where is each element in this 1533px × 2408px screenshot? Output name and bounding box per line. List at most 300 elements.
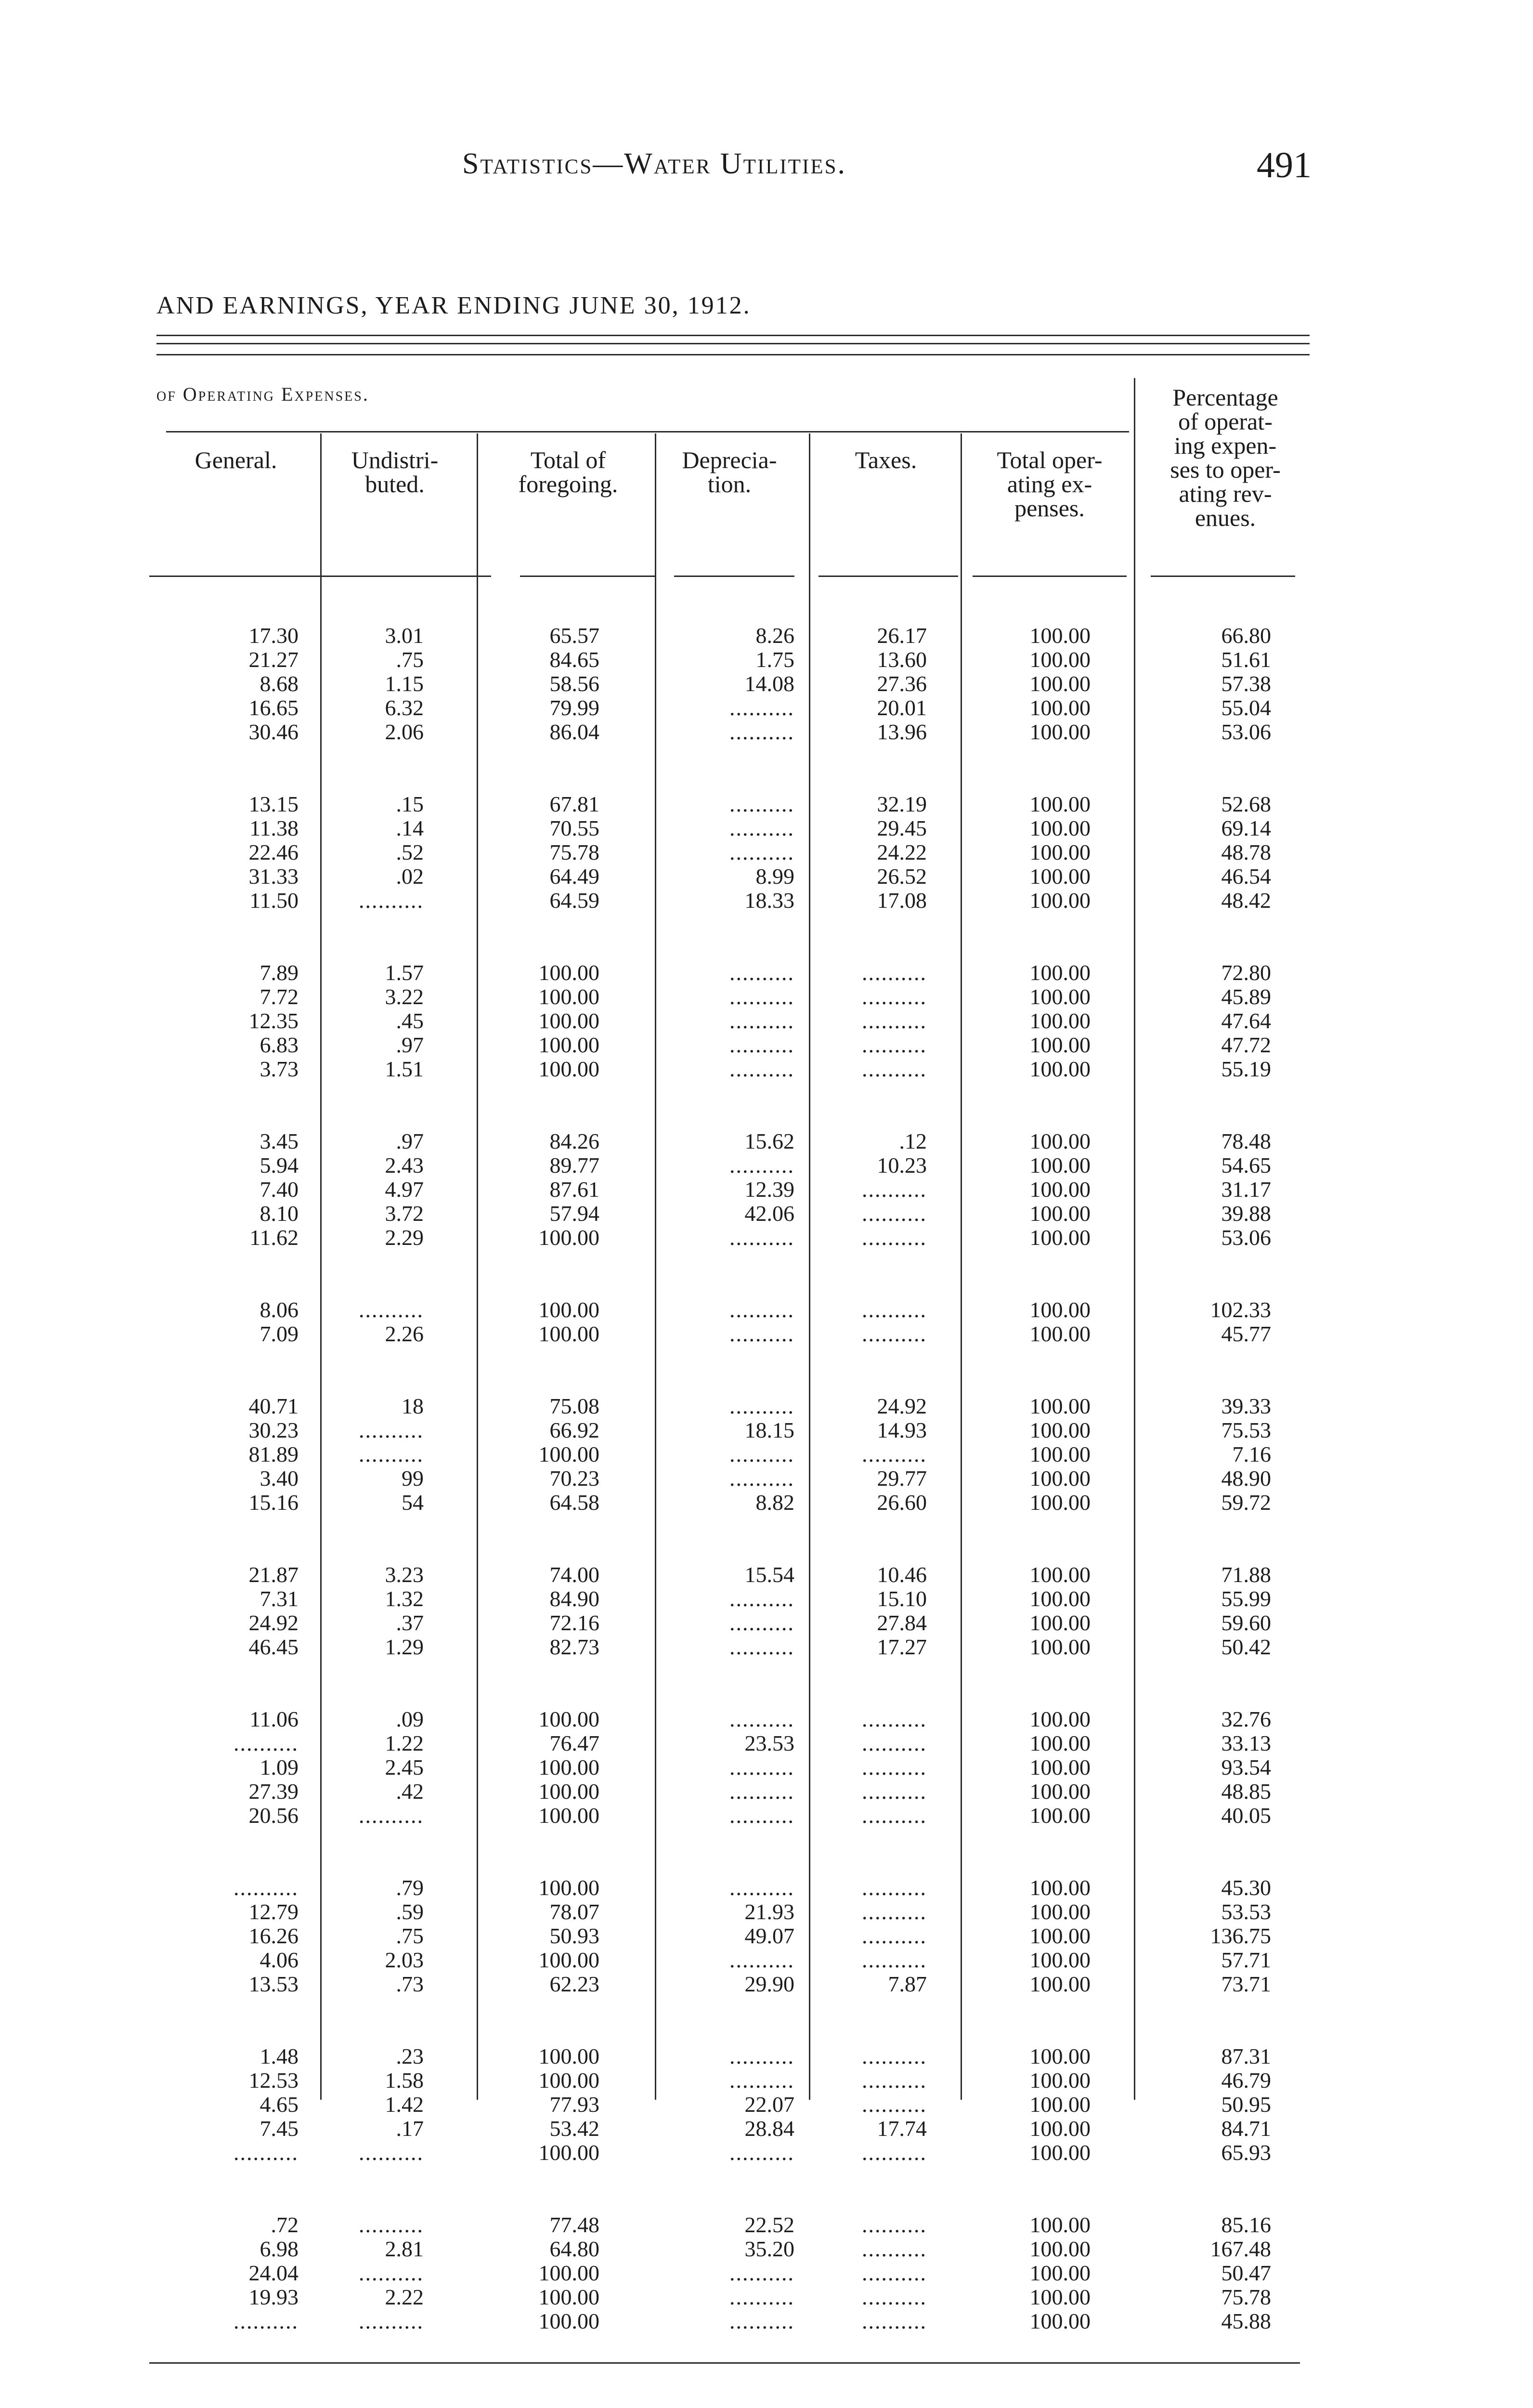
table-cell-total_foregoing: 67.81 xyxy=(549,792,599,816)
table-cell-percentage: 72.80 xyxy=(1221,960,1271,985)
table-cell-general: 6.98 xyxy=(260,2237,299,2261)
header-rule xyxy=(973,576,1127,577)
table-cell-percentage: 59.72 xyxy=(1221,1490,1271,1515)
table-cell-undistributed: 3.01 xyxy=(385,623,424,648)
table-cell-percentage: 66.80 xyxy=(1221,623,1271,648)
table-cell-total_operating: 100.00 xyxy=(1029,1442,1091,1466)
table-cell-total_operating: 100.00 xyxy=(1029,1972,1091,1996)
table-cell-percentage: 52.68 xyxy=(1221,792,1271,816)
table-cell-taxes: .......... xyxy=(862,2309,927,2333)
table-cell-total_operating: 100.00 xyxy=(1029,647,1091,672)
table-cell-percentage: 45.89 xyxy=(1221,984,1271,1009)
table-cell-depreciation: .......... xyxy=(729,720,794,744)
table-cell-total_operating: 100.00 xyxy=(1029,1177,1091,1202)
table-cell-total_operating: 100.00 xyxy=(1029,695,1091,720)
table-cell-total_foregoing: 75.08 xyxy=(549,1394,599,1418)
table-cell-undistributed: .59 xyxy=(396,1899,424,1924)
table-cell-depreciation: .......... xyxy=(729,1394,794,1418)
table-cell-depreciation: 18.15 xyxy=(744,1418,794,1442)
table-cell-percentage: 45.88 xyxy=(1221,2309,1271,2333)
table-cell-general: 6.83 xyxy=(260,1033,299,1057)
table-cell-depreciation: .......... xyxy=(729,2309,794,2333)
table-cell-total_foregoing: 100.00 xyxy=(538,1875,599,1900)
table-cell-depreciation: .......... xyxy=(729,1008,794,1033)
table-cell-total_foregoing: 76.47 xyxy=(549,1731,599,1755)
table-cell-taxes: .......... xyxy=(862,1322,927,1346)
table-cell-total_foregoing: 100.00 xyxy=(538,2285,599,2309)
table-cell-percentage: 40.05 xyxy=(1221,1803,1271,1828)
table-cell-total_foregoing: 66.92 xyxy=(549,1418,599,1442)
table-cell-undistributed: 2.26 xyxy=(385,1322,424,1346)
table-cell-depreciation: .......... xyxy=(729,2044,794,2068)
table-cell-depreciation: .......... xyxy=(729,1610,794,1635)
bottom-rule xyxy=(149,2362,1300,2364)
table-cell-percentage: 47.64 xyxy=(1221,1008,1271,1033)
table-cell-general: 7.45 xyxy=(260,2116,299,2141)
table-cell-taxes: .12 xyxy=(899,1129,927,1153)
table-cell-total_foregoing: 100.00 xyxy=(538,1297,599,1322)
table-cell-depreciation: .......... xyxy=(729,2261,794,2285)
table-cell-undistributed: .73 xyxy=(396,1972,424,1996)
table-cell-general: 11.38 xyxy=(249,816,299,840)
table-cell-percentage: 57.71 xyxy=(1221,1948,1271,1972)
column-header-total_operating: Total oper- ating ex- penses. xyxy=(997,446,1103,522)
table-cell-taxes: 17.74 xyxy=(877,2116,927,2141)
table-cell-total_operating: 100.00 xyxy=(1029,1562,1091,1587)
table-cell-total_operating: 100.00 xyxy=(1029,2092,1091,2117)
table-cell-percentage: 53.06 xyxy=(1221,1225,1271,1250)
table-cell-total_foregoing: 84.65 xyxy=(549,647,599,672)
table-cell-total_operating: 100.00 xyxy=(1029,1153,1091,1178)
table-cell-total_operating: 100.00 xyxy=(1029,1225,1091,1250)
table-cell-taxes: .......... xyxy=(862,960,927,985)
table-cell-taxes: .......... xyxy=(862,1033,927,1057)
table-cell-total_operating: 100.00 xyxy=(1029,1924,1091,1948)
table-cell-undistributed: .......... xyxy=(359,2212,424,2237)
table-cell-total_operating: 100.00 xyxy=(1029,792,1091,816)
table-cell-percentage: 46.54 xyxy=(1221,864,1271,889)
table-cell-depreciation: 49.07 xyxy=(744,1924,794,1948)
table-cell-taxes: 27.36 xyxy=(877,671,927,696)
table-cell-taxes: 27.84 xyxy=(877,1610,927,1635)
table-cell-taxes: .......... xyxy=(862,2285,927,2309)
table-cell-undistributed: .79 xyxy=(396,1875,424,1900)
table-cell-taxes: 26.52 xyxy=(877,864,927,889)
table-cell-depreciation: 14.08 xyxy=(744,671,794,696)
table-cell-percentage: 39.88 xyxy=(1221,1201,1271,1226)
table-cell-total_operating: 100.00 xyxy=(1029,1803,1091,1828)
header-rule xyxy=(520,576,655,577)
table-cell-general: 4.65 xyxy=(260,2092,299,2117)
table-cell-percentage: 46.79 xyxy=(1221,2068,1271,2093)
table-cell-depreciation: 22.07 xyxy=(744,2092,794,2117)
table-cell-total_operating: 100.00 xyxy=(1029,1610,1091,1635)
table-cell-total_operating: 100.00 xyxy=(1029,2116,1091,2141)
table-cell-depreciation: 8.82 xyxy=(755,1490,794,1515)
table-cell-total_foregoing: 100.00 xyxy=(538,1779,599,1804)
header-rule xyxy=(1151,576,1295,577)
table-cell-total_operating: 100.00 xyxy=(1029,816,1091,840)
table-cell-undistributed: 2.03 xyxy=(385,1948,424,1972)
table-cell-taxes: .......... xyxy=(862,1899,927,1924)
table-cell-total_foregoing: 100.00 xyxy=(538,2309,599,2333)
table-cell-percentage: 45.77 xyxy=(1221,1322,1271,1346)
table-cell-taxes: .......... xyxy=(862,1779,927,1804)
table-cell-percentage: 57.38 xyxy=(1221,671,1271,696)
table-cell-total_operating: 100.00 xyxy=(1029,1033,1091,1057)
table-cell-taxes: 17.27 xyxy=(877,1635,927,1659)
table-cell-depreciation: .......... xyxy=(729,2285,794,2309)
table-cell-percentage: 136.75 xyxy=(1210,1924,1271,1948)
table-cell-general: 12.79 xyxy=(248,1899,299,1924)
table-cell-total_foregoing: 78.07 xyxy=(549,1899,599,1924)
table-cell-percentage: 85.16 xyxy=(1221,2212,1271,2237)
table-cell-undistributed: .15 xyxy=(396,792,424,816)
table-cell-percentage: 54.65 xyxy=(1221,1153,1271,1178)
table-cell-undistributed: 2.45 xyxy=(385,1755,424,1780)
table-cell-percentage: 69.14 xyxy=(1221,816,1271,840)
table-cell-total_foregoing: 64.58 xyxy=(549,1490,599,1515)
table-cell-undistributed: 1.29 xyxy=(385,1635,424,1659)
table-cell-depreciation: .......... xyxy=(729,1635,794,1659)
table-cell-undistributed: 18 xyxy=(402,1394,424,1418)
table-cell-depreciation: 12.39 xyxy=(744,1177,794,1202)
table-cell-taxes: 29.45 xyxy=(877,816,927,840)
header-rule xyxy=(818,576,958,577)
table-cell-taxes: .......... xyxy=(862,1803,927,1828)
table-cell-general: 21.87 xyxy=(248,1562,299,1587)
table-cell-taxes: .......... xyxy=(862,2068,927,2093)
table-cell-undistributed: 1.15 xyxy=(385,671,424,696)
table-cell-general: 7.72 xyxy=(260,984,299,1009)
page-number: 491 xyxy=(1257,145,1312,185)
table-cell-total_foregoing: 100.00 xyxy=(538,1707,599,1731)
table-cell-percentage: 48.42 xyxy=(1221,888,1271,913)
table-cell-general: .......... xyxy=(234,1875,299,1900)
table-cell-total_foregoing: 84.90 xyxy=(549,1586,599,1611)
table-cell-percentage: 75.78 xyxy=(1221,2285,1271,2309)
table-cell-undistributed: 1.32 xyxy=(385,1586,424,1611)
running-title: Statistics—Water Utilities. xyxy=(462,147,847,180)
table-cell-total_foregoing: 62.23 xyxy=(549,1972,599,1996)
table-cell-undistributed: .02 xyxy=(396,864,424,889)
group-heading: of Operating Expenses. xyxy=(156,383,369,405)
table-cell-depreciation: .......... xyxy=(729,1586,794,1611)
table-cell-total_foregoing: 100.00 xyxy=(538,960,599,985)
table-cell-percentage: 45.30 xyxy=(1221,1875,1271,1900)
table-cell-total_operating: 100.00 xyxy=(1029,1322,1091,1346)
table-cell-total_operating: 100.00 xyxy=(1029,1201,1091,1226)
table-cell-total_operating: 100.00 xyxy=(1029,1899,1091,1924)
table-cell-undistributed: .......... xyxy=(359,1442,424,1466)
table-cell-taxes: .......... xyxy=(862,1875,927,1900)
table-cell-depreciation: .......... xyxy=(729,1153,794,1178)
table-cell-taxes: 10.23 xyxy=(877,1153,927,1178)
table-cell-general: 7.31 xyxy=(260,1586,299,1611)
table-cell-percentage: 31.17 xyxy=(1221,1177,1271,1202)
table-cell-total_foregoing: 100.00 xyxy=(538,1057,599,1081)
column-header-undistributed: Undistri- buted. xyxy=(351,446,439,497)
table-cell-total_foregoing: 87.61 xyxy=(549,1177,599,1202)
table-cell-percentage: 53.53 xyxy=(1221,1899,1271,1924)
table-cell-depreciation: .......... xyxy=(729,816,794,840)
table-cell-general: 7.40 xyxy=(260,1177,299,1202)
table-cell-percentage: 48.78 xyxy=(1221,840,1271,864)
table-cell-taxes: 14.93 xyxy=(877,1418,927,1442)
table-cell-depreciation: 15.54 xyxy=(744,1562,794,1587)
table-cell-general: 30.23 xyxy=(248,1418,299,1442)
table-cell-general: 12.35 xyxy=(248,1008,299,1033)
table-cell-taxes: 13.96 xyxy=(877,720,927,744)
table-cell-undistributed: .42 xyxy=(396,1779,424,1804)
table-cell-general: .72 xyxy=(271,2212,299,2237)
table-cell-depreciation: .......... xyxy=(729,984,794,1009)
table-cell-depreciation: .......... xyxy=(729,1297,794,1322)
table-cell-general: 19.93 xyxy=(248,2285,299,2309)
table-cell-undistributed: 2.29 xyxy=(385,1225,424,1250)
table-cell-undistributed: .37 xyxy=(396,1610,424,1635)
table-cell-general: .......... xyxy=(234,1731,299,1755)
table-cell-percentage: 75.53 xyxy=(1221,1418,1271,1442)
table-cell-percentage: 55.04 xyxy=(1221,695,1271,720)
table-cell-total_foregoing: 89.77 xyxy=(549,1153,599,1178)
table-cell-undistributed: 2.22 xyxy=(385,2285,424,2309)
table-cell-depreciation: .......... xyxy=(729,1225,794,1250)
table-cell-percentage: 55.19 xyxy=(1221,1057,1271,1081)
table-cell-total_foregoing: 100.00 xyxy=(538,2140,599,2165)
table-cell-taxes: 17.08 xyxy=(877,888,927,913)
table-cell-depreciation: 22.52 xyxy=(744,2212,794,2237)
table-cell-percentage: 48.85 xyxy=(1221,1779,1271,1804)
table-cell-general: 4.06 xyxy=(260,1948,299,1972)
top-rule-3 xyxy=(156,354,1310,355)
top-rule-2 xyxy=(156,343,1310,344)
table-cell-undistributed: .23 xyxy=(396,2044,424,2068)
table-cell-total_foregoing: 77.93 xyxy=(549,2092,599,2117)
table-cell-depreciation: .......... xyxy=(729,1466,794,1491)
table-cell-taxes: .......... xyxy=(862,1297,927,1322)
table-cell-general: 16.65 xyxy=(248,695,299,720)
table-cell-undistributed: .14 xyxy=(396,816,424,840)
table-cell-depreciation: .......... xyxy=(729,1322,794,1346)
table-cell-total_foregoing: 100.00 xyxy=(538,1948,599,1972)
table-cell-general: 15.16 xyxy=(248,1490,299,1515)
table-cell-general: 3.40 xyxy=(260,1466,299,1491)
table-cell-percentage: 59.60 xyxy=(1221,1610,1271,1635)
table-cell-percentage: 7.16 xyxy=(1232,1442,1271,1466)
table-cell-depreciation: 23.53 xyxy=(744,1731,794,1755)
table-cell-percentage: 53.06 xyxy=(1221,720,1271,744)
table-cell-taxes: .......... xyxy=(862,2092,927,2117)
table-cell-general: 40.71 xyxy=(248,1394,299,1418)
table-cell-depreciation: .......... xyxy=(729,2068,794,2093)
table-cell-taxes: .......... xyxy=(862,1731,927,1755)
table-cell-general: 3.45 xyxy=(260,1129,299,1153)
table-cell-taxes: .......... xyxy=(862,2044,927,2068)
table-cell-taxes: 15.10 xyxy=(877,1586,927,1611)
table-cell-undistributed: 6.32 xyxy=(385,695,424,720)
table-cell-undistributed: 3.23 xyxy=(385,1562,424,1587)
table-cell-percentage: 50.95 xyxy=(1221,2092,1271,2117)
header-rule xyxy=(347,576,491,577)
table-cell-depreciation: .......... xyxy=(729,840,794,864)
table-cell-total_operating: 100.00 xyxy=(1029,1635,1091,1659)
table-cell-general: 13.15 xyxy=(248,792,299,816)
column-header-percentage: Percentage of operat- ing expen- ses to oper- ating rev- enues. xyxy=(1170,384,1281,531)
table-cell-undistributed: .......... xyxy=(359,2261,424,2285)
table-cell-total_foregoing: 79.99 xyxy=(549,695,599,720)
table-cell-general: 30.46 xyxy=(248,720,299,744)
table-cell-total_operating: 100.00 xyxy=(1029,1875,1091,1900)
table-cell-total_operating: 100.00 xyxy=(1029,1297,1091,1322)
table-cell-undistributed: 1.57 xyxy=(385,960,424,985)
table-cell-percentage: 32.76 xyxy=(1221,1707,1271,1731)
table-cell-depreciation: .......... xyxy=(729,1442,794,1466)
header-rule xyxy=(674,576,794,577)
table-cell-general: 11.50 xyxy=(249,888,299,913)
table-cell-depreciation: 42.06 xyxy=(744,1201,794,1226)
table-cell-undistributed: 54 xyxy=(402,1490,424,1515)
table-cell-undistributed: 4.97 xyxy=(385,1177,424,1202)
table-cell-depreciation: .......... xyxy=(729,1057,794,1081)
table-cell-depreciation: 8.26 xyxy=(755,623,794,648)
table-cell-percentage: 87.31 xyxy=(1221,2044,1271,2068)
table-cell-general: 8.06 xyxy=(260,1297,299,1322)
table-cell-total_operating: 100.00 xyxy=(1029,2212,1091,2237)
table-cell-total_operating: 100.00 xyxy=(1029,2237,1091,2261)
table-cell-total_operating: 100.00 xyxy=(1029,720,1091,744)
table-cell-total_foregoing: 100.00 xyxy=(538,2044,599,2068)
table-cell-percentage: 167.48 xyxy=(1210,2237,1271,2261)
table-cell-general: .......... xyxy=(234,2309,299,2333)
table-cell-general: 16.26 xyxy=(248,1924,299,1948)
table-cell-percentage: 73.71 xyxy=(1221,1972,1271,1996)
table-cell-depreciation: .......... xyxy=(729,792,794,816)
table-cell-undistributed: .52 xyxy=(396,840,424,864)
table-cell-depreciation: .......... xyxy=(729,1033,794,1057)
table-cell-percentage: 65.93 xyxy=(1221,2140,1271,2165)
table-cell-taxes: .......... xyxy=(862,2237,927,2261)
table-cell-general: 81.89 xyxy=(248,1442,299,1466)
table-cell-total_foregoing: 100.00 xyxy=(538,1225,599,1250)
table-cell-taxes: .......... xyxy=(862,1707,927,1731)
table-cell-total_operating: 100.00 xyxy=(1029,960,1091,985)
table-cell-depreciation: 29.90 xyxy=(744,1972,794,1996)
table-cell-percentage: 48.90 xyxy=(1221,1466,1271,1491)
table-cell-total_operating: 100.00 xyxy=(1029,888,1091,913)
table-cell-undistributed: .97 xyxy=(396,1033,424,1057)
column-header-general: General. xyxy=(195,446,277,473)
table-cell-general: 24.92 xyxy=(248,1610,299,1635)
table-cell-undistributed: .......... xyxy=(359,2140,424,2165)
column-header-depreciation: Deprecia- tion. xyxy=(682,446,777,497)
table-cell-general: 24.04 xyxy=(248,2261,299,2285)
table-cell-taxes: 24.92 xyxy=(877,1394,927,1418)
top-rule-1 xyxy=(156,335,1310,336)
table-cell-total_foregoing: 100.00 xyxy=(538,1755,599,1780)
table-cell-undistributed: .......... xyxy=(359,1418,424,1442)
table-cell-total_operating: 100.00 xyxy=(1029,2044,1091,2068)
table-cell-depreciation: 15.62 xyxy=(744,1129,794,1153)
table-cell-general: 8.68 xyxy=(260,671,299,696)
table-cell-total_foregoing: 100.00 xyxy=(538,984,599,1009)
table-cell-total_operating: 100.00 xyxy=(1029,1008,1091,1033)
table-cell-percentage: 51.61 xyxy=(1221,647,1271,672)
table-cell-undistributed: 99 xyxy=(402,1466,424,1491)
table-cell-total_foregoing: 100.00 xyxy=(538,1322,599,1346)
table-cell-general: 46.45 xyxy=(248,1635,299,1659)
table-cell-total_operating: 100.00 xyxy=(1029,2285,1091,2309)
table-cell-depreciation: 1.75 xyxy=(755,647,794,672)
table-cell-total_foregoing: 53.42 xyxy=(549,2116,599,2141)
table-cell-undistributed: 1.51 xyxy=(385,1057,424,1081)
table-cell-taxes: .......... xyxy=(862,1755,927,1780)
table-cell-undistributed: 2.81 xyxy=(385,2237,424,2261)
table-cell-taxes: .......... xyxy=(862,2212,927,2237)
table-cell-percentage: 33.13 xyxy=(1221,1731,1271,1755)
table-cell-general: 20.56 xyxy=(248,1803,299,1828)
table-cell-total_foregoing: 75.78 xyxy=(549,840,599,864)
table-cell-general: 8.10 xyxy=(260,1201,299,1226)
table-cell-total_foregoing: 77.48 xyxy=(549,2212,599,2237)
table-cell-undistributed: 2.06 xyxy=(385,720,424,744)
table-cell-undistributed: .45 xyxy=(396,1008,424,1033)
table-cell-general: 31.33 xyxy=(248,864,299,889)
table-cell-undistributed: .09 xyxy=(396,1707,424,1731)
table-cell-undistributed: .......... xyxy=(359,888,424,913)
table-cell-general: 7.89 xyxy=(260,960,299,985)
table-cell-general: 17.30 xyxy=(248,623,299,648)
table-cell-general: .......... xyxy=(234,2140,299,2165)
table-cell-general: 7.09 xyxy=(260,1322,299,1346)
table-cell-total_operating: 100.00 xyxy=(1029,671,1091,696)
table-cell-taxes: .......... xyxy=(862,1057,927,1081)
table-cell-percentage: 50.42 xyxy=(1221,1635,1271,1659)
table-cell-total_foregoing: 57.94 xyxy=(549,1201,599,1226)
table-cell-taxes: .......... xyxy=(862,1924,927,1948)
table-cell-percentage: 39.33 xyxy=(1221,1394,1271,1418)
column-header-total_foregoing: Total of foregoing. xyxy=(518,446,618,497)
table-cell-undistributed: 3.22 xyxy=(385,984,424,1009)
table-cell-total_foregoing: 100.00 xyxy=(538,2068,599,2093)
table-cell-undistributed: 1.58 xyxy=(385,2068,424,2093)
table-cell-percentage: 47.72 xyxy=(1221,1033,1271,1057)
table-cell-depreciation: 35.20 xyxy=(744,2237,794,2261)
table-cell-total_operating: 100.00 xyxy=(1029,1394,1091,1418)
table-cell-undistributed: .97 xyxy=(396,1129,424,1153)
table-cell-undistributed: .75 xyxy=(396,647,424,672)
table-cell-taxes: 10.46 xyxy=(877,1562,927,1587)
table-cell-taxes: .......... xyxy=(862,1948,927,1972)
table-cell-percentage: 55.99 xyxy=(1221,1586,1271,1611)
table-cell-total_operating: 100.00 xyxy=(1029,2068,1091,2093)
table-cell-depreciation: 8.99 xyxy=(755,864,794,889)
table-cell-depreciation: .......... xyxy=(729,1948,794,1972)
table-cell-total_foregoing: 64.49 xyxy=(549,864,599,889)
table-cell-total_operating: 100.00 xyxy=(1029,1586,1091,1611)
table-cell-depreciation: .......... xyxy=(729,2140,794,2165)
table-cell-undistributed: .......... xyxy=(359,2309,424,2333)
table-cell-general: 1.09 xyxy=(260,1755,299,1780)
table-cell-total_foregoing: 100.00 xyxy=(538,2261,599,2285)
table-cell-taxes: 32.19 xyxy=(877,792,927,816)
table-cell-total_foregoing: 70.55 xyxy=(549,816,599,840)
table-cell-total_foregoing: 86.04 xyxy=(549,720,599,744)
table-cell-taxes: .......... xyxy=(862,1442,927,1466)
table-cell-total_operating: 100.00 xyxy=(1029,1418,1091,1442)
table-cell-undistributed: .......... xyxy=(359,1297,424,1322)
table-cell-taxes: .......... xyxy=(862,1201,927,1226)
